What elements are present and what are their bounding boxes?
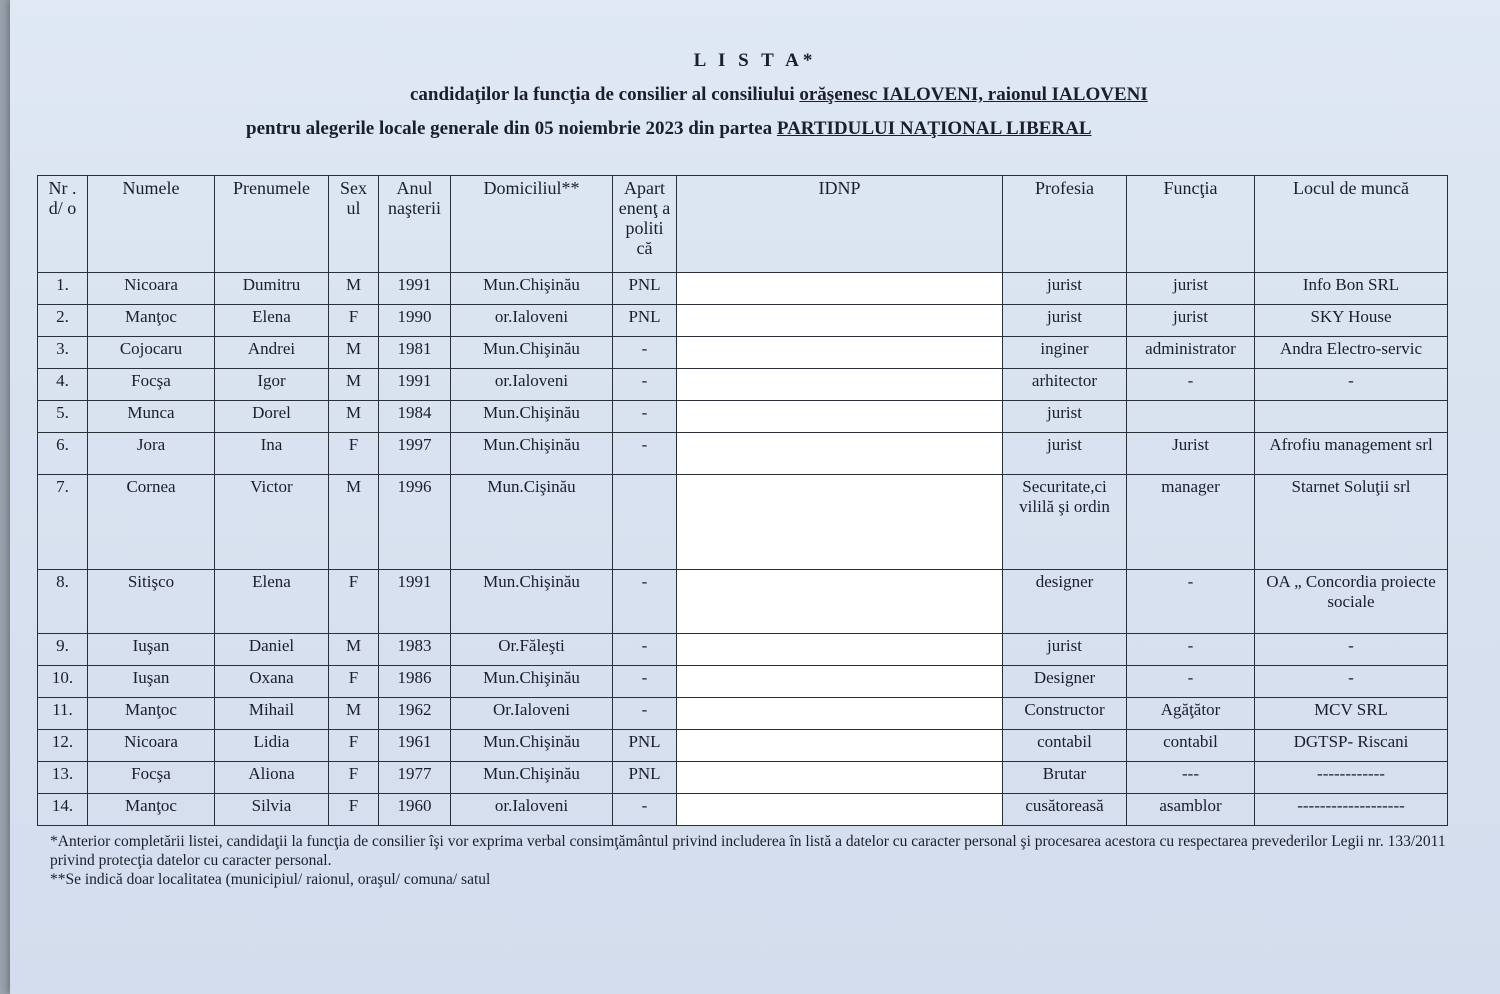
cell-functia: contabil	[1127, 730, 1255, 762]
cell-functia: Jurist	[1127, 433, 1255, 475]
cell-prenumele: Daniel	[215, 634, 329, 666]
cell-sex: F	[329, 762, 379, 794]
cell-profesia: inginer	[1003, 337, 1127, 369]
table-row	[38, 698, 1448, 730]
cell-anul: 1991	[379, 570, 451, 634]
cell-apartenenta: PNL	[613, 730, 677, 762]
document-title: L I S T A*	[693, 50, 817, 71]
cell-sex: M	[329, 634, 379, 666]
cell-functia: administrator	[1127, 337, 1255, 369]
cell-sex: F	[329, 730, 379, 762]
cell-domiciliul: Or.Ialoveni	[451, 698, 613, 730]
cell-prenumele: Dumitru	[215, 273, 329, 305]
cell-domiciliul: or.Ialoveni	[451, 305, 613, 337]
cell-domiciliul: Mun.Chişinău	[451, 762, 613, 794]
cell-profesia: jurist	[1003, 634, 1127, 666]
col-header-numele: Numele	[88, 176, 215, 273]
cell-idnp-redacted	[677, 475, 1003, 570]
subtitle-line-2-text: pentru alegerile locale generale din 05 noiembrie 2023 din partea	[246, 118, 777, 139]
cell-numele: Sitişco	[88, 570, 215, 634]
cell-apartenenta: -	[613, 401, 677, 433]
cell-numele: Cojocaru	[88, 337, 215, 369]
cell-domiciliul: Mun.Cişinău	[451, 475, 613, 570]
table-body	[38, 273, 1448, 826]
cell-profesia: Constructor	[1003, 698, 1127, 730]
cell-functia: Agăţător	[1127, 698, 1255, 730]
cell-numele: Nicoara	[88, 273, 215, 305]
cell-locul: SKY House	[1255, 305, 1448, 337]
cell-prenumele: Igor	[215, 369, 329, 401]
table-row	[38, 305, 1448, 337]
cell-sex: M	[329, 369, 379, 401]
cell-profesia: Brutar	[1003, 762, 1127, 794]
cell-locul: ------------	[1255, 762, 1448, 794]
cell-anul: 1997	[379, 433, 451, 475]
table-row	[38, 337, 1448, 369]
cell-idnp-redacted	[677, 369, 1003, 401]
table-row	[38, 570, 1448, 634]
cell-locul: MCV SRL	[1255, 698, 1448, 730]
cell-locul: -------------------	[1255, 794, 1448, 826]
cell-idnp-redacted	[677, 337, 1003, 369]
cell-nr: 4.	[38, 369, 88, 401]
cell-sex: F	[329, 305, 379, 337]
cell-nr: 9.	[38, 634, 88, 666]
cell-profesia: Securitate,ci vililă şi ordin	[1003, 475, 1127, 570]
table-row	[38, 794, 1448, 826]
party-name: PARTIDULUI NAŢIONAL LIBERAL	[776, 118, 1092, 139]
col-header-nr: Nr . d/ o	[38, 176, 88, 273]
cell-locul: Info Bon SRL	[1255, 273, 1448, 305]
cell-prenumele: Mihail	[215, 698, 329, 730]
cell-locul: -	[1255, 634, 1448, 666]
cell-sex: M	[329, 337, 379, 369]
cell-nr: 14.	[38, 794, 88, 826]
cell-apartenenta: -	[613, 337, 677, 369]
cell-prenumele: Oxana	[215, 666, 329, 698]
cell-profesia: jurist	[1003, 273, 1127, 305]
cell-functia: manager	[1127, 475, 1255, 570]
table-row	[38, 401, 1448, 433]
table-row	[38, 475, 1448, 570]
footnote-1: *Anterior completării listei, candidaţii la funcţia de consilier îşi vor exprima verbal consimţământul privind includerea în listă a datelor cu caracter personal şi procesarea acestora cu respectarea prevederilor Legii nr. 133/2011 privind protecţia datelor cu caracter personal.	[50, 833, 1446, 869]
cell-apartenenta: -	[613, 698, 677, 730]
cell-apartenenta: -	[613, 369, 677, 401]
cell-nr: 3.	[38, 337, 88, 369]
cell-idnp-redacted	[677, 634, 1003, 666]
cell-anul: 1981	[379, 337, 451, 369]
cell-locul: -	[1255, 369, 1448, 401]
cell-idnp-redacted	[677, 401, 1003, 433]
cell-numele: Nicoara	[88, 730, 215, 762]
col-header-functia: Funcţia	[1127, 176, 1255, 273]
cell-locul: OA „ Concordia proiecte sociale	[1255, 570, 1448, 634]
cell-anul: 1990	[379, 305, 451, 337]
subtitle-line-1-underlined: orăşenesc IALOVENI, raionul IALOVENI	[799, 84, 1148, 105]
cell-functia	[1127, 401, 1255, 433]
cell-prenumele: Dorel	[215, 401, 329, 433]
cell-profesia: jurist	[1003, 433, 1127, 475]
cell-anul: 1983	[379, 634, 451, 666]
cell-sex: M	[329, 273, 379, 305]
cell-profesia: contabil	[1003, 730, 1127, 762]
cell-profesia: jurist	[1003, 401, 1127, 433]
cell-idnp-redacted	[677, 433, 1003, 475]
cell-idnp-redacted	[677, 698, 1003, 730]
cell-profesia: cusătoreasă	[1003, 794, 1127, 826]
cell-prenumele: Aliona	[215, 762, 329, 794]
footnotes	[50, 832, 1450, 889]
cell-idnp-redacted	[677, 762, 1003, 794]
cell-domiciliul: Mun.Chişinău	[451, 273, 613, 305]
table-row	[38, 666, 1448, 698]
cell-functia: ---	[1127, 762, 1255, 794]
cell-functia: jurist	[1127, 273, 1255, 305]
col-header-profesia: Profesia	[1003, 176, 1127, 273]
cell-sex: F	[329, 794, 379, 826]
col-header-anul: Anul naşterii	[379, 176, 451, 273]
cell-nr: 6.	[38, 433, 88, 475]
cell-profesia: designer	[1003, 570, 1127, 634]
cell-anul: 1960	[379, 794, 451, 826]
cell-nr: 7.	[38, 475, 88, 570]
cell-locul: -	[1255, 666, 1448, 698]
cell-profesia: Designer	[1003, 666, 1127, 698]
cell-numele: Manţoc	[88, 698, 215, 730]
cell-anul: 1991	[379, 273, 451, 305]
cell-numele: Cornea	[88, 475, 215, 570]
cell-sex: F	[329, 666, 379, 698]
cell-numele: Focşa	[88, 369, 215, 401]
cell-nr: 13.	[38, 762, 88, 794]
cell-nr: 2.	[38, 305, 88, 337]
cell-apartenenta: -	[613, 666, 677, 698]
cell-apartenenta: -	[613, 634, 677, 666]
cell-anul: 1962	[379, 698, 451, 730]
cell-sex: F	[329, 570, 379, 634]
cell-anul: 1996	[379, 475, 451, 570]
cell-locul: Afrofiu management srl	[1255, 433, 1448, 475]
cell-domiciliul: Mun.Chişinău	[451, 337, 613, 369]
footnote-2: **Se indică doar localitatea (municipiul/ raionul, oraşul/ comuna/ satul	[50, 871, 491, 888]
cell-prenumele: Victor	[215, 475, 329, 570]
cell-domiciliul: or.Ialoveni	[451, 794, 613, 826]
cell-numele: Manţoc	[88, 305, 215, 337]
subtitle-line-1	[410, 84, 1148, 106]
cell-functia: -	[1127, 666, 1255, 698]
col-header-sex: Sex ul	[329, 176, 379, 273]
cell-domiciliul: Mun.Chişinău	[451, 730, 613, 762]
cell-locul: DGTSP- Riscani	[1255, 730, 1448, 762]
table-header-row	[38, 176, 1448, 273]
table-row	[38, 273, 1448, 305]
cell-profesia: jurist	[1003, 305, 1127, 337]
cell-apartenenta	[613, 475, 677, 570]
cell-prenumele: Elena	[215, 570, 329, 634]
cell-profesia: arhitector	[1003, 369, 1127, 401]
cell-nr: 5.	[38, 401, 88, 433]
col-header-domiciliul: Domiciliul**	[451, 176, 613, 273]
cell-numele: Munca	[88, 401, 215, 433]
cell-idnp-redacted	[677, 305, 1003, 337]
cell-idnp-redacted	[677, 273, 1003, 305]
cell-domiciliul: or.Ialoveni	[451, 369, 613, 401]
cell-domiciliul: Mun.Chişinău	[451, 433, 613, 475]
candidates-table	[37, 175, 1448, 826]
cell-sex: M	[329, 475, 379, 570]
cell-anul: 1991	[379, 369, 451, 401]
cell-functia: -	[1127, 570, 1255, 634]
cell-apartenenta: PNL	[613, 273, 677, 305]
cell-functia: -	[1127, 369, 1255, 401]
cell-idnp-redacted	[677, 730, 1003, 762]
table-row	[38, 762, 1448, 794]
subtitle-line-2	[246, 118, 1092, 140]
document-page	[10, 0, 1500, 994]
cell-anul: 1986	[379, 666, 451, 698]
cell-anul: 1984	[379, 401, 451, 433]
col-header-locul: Locul de muncă	[1255, 176, 1448, 273]
cell-prenumele: Silvia	[215, 794, 329, 826]
cell-locul: Andra Electro-servic	[1255, 337, 1448, 369]
cell-sex: M	[329, 401, 379, 433]
cell-prenumele: Elena	[215, 305, 329, 337]
cell-sex: M	[329, 698, 379, 730]
table-row	[38, 730, 1448, 762]
cell-apartenenta: -	[613, 794, 677, 826]
cell-apartenenta: PNL	[613, 305, 677, 337]
col-header-prenumele: Prenumele	[215, 176, 329, 273]
cell-anul: 1961	[379, 730, 451, 762]
col-header-idnp: IDNP	[677, 176, 1003, 273]
cell-numele: Jora	[88, 433, 215, 475]
cell-numele: Iuşan	[88, 634, 215, 666]
cell-nr: 12.	[38, 730, 88, 762]
cell-idnp-redacted	[677, 666, 1003, 698]
table-row	[38, 634, 1448, 666]
cell-numele: Focşa	[88, 762, 215, 794]
cell-prenumele: Lidia	[215, 730, 329, 762]
cell-prenumele: Andrei	[215, 337, 329, 369]
cell-sex: F	[329, 433, 379, 475]
cell-locul	[1255, 401, 1448, 433]
cell-idnp-redacted	[677, 570, 1003, 634]
cell-numele: Manţoc	[88, 794, 215, 826]
table-row	[38, 433, 1448, 475]
cell-apartenenta: -	[613, 433, 677, 475]
subtitle-line-1-text: candidaţilor la funcţia de consilier al consiliului	[410, 84, 800, 105]
cell-domiciliul: Mun.Chişinău	[451, 401, 613, 433]
cell-idnp-redacted	[677, 794, 1003, 826]
cell-nr: 1.	[38, 273, 88, 305]
cell-nr: 8.	[38, 570, 88, 634]
cell-anul: 1977	[379, 762, 451, 794]
cell-prenumele: Ina	[215, 433, 329, 475]
cell-apartenenta: PNL	[613, 762, 677, 794]
cell-domiciliul: Mun.Chişinău	[451, 570, 613, 634]
cell-nr: 11.	[38, 698, 88, 730]
cell-domiciliul: Or.Făleşti	[451, 634, 613, 666]
col-header-apartenenta: Apart enenţ a politi că	[613, 176, 677, 273]
cell-functia: asamblor	[1127, 794, 1255, 826]
cell-functia: jurist	[1127, 305, 1255, 337]
cell-numele: Iuşan	[88, 666, 215, 698]
cell-functia: -	[1127, 634, 1255, 666]
table-row	[38, 369, 1448, 401]
cell-nr: 10.	[38, 666, 88, 698]
cell-apartenenta: -	[613, 570, 677, 634]
cell-domiciliul: Mun.Chişinău	[451, 666, 613, 698]
cell-locul: Starnet Soluţii srl	[1255, 475, 1448, 570]
